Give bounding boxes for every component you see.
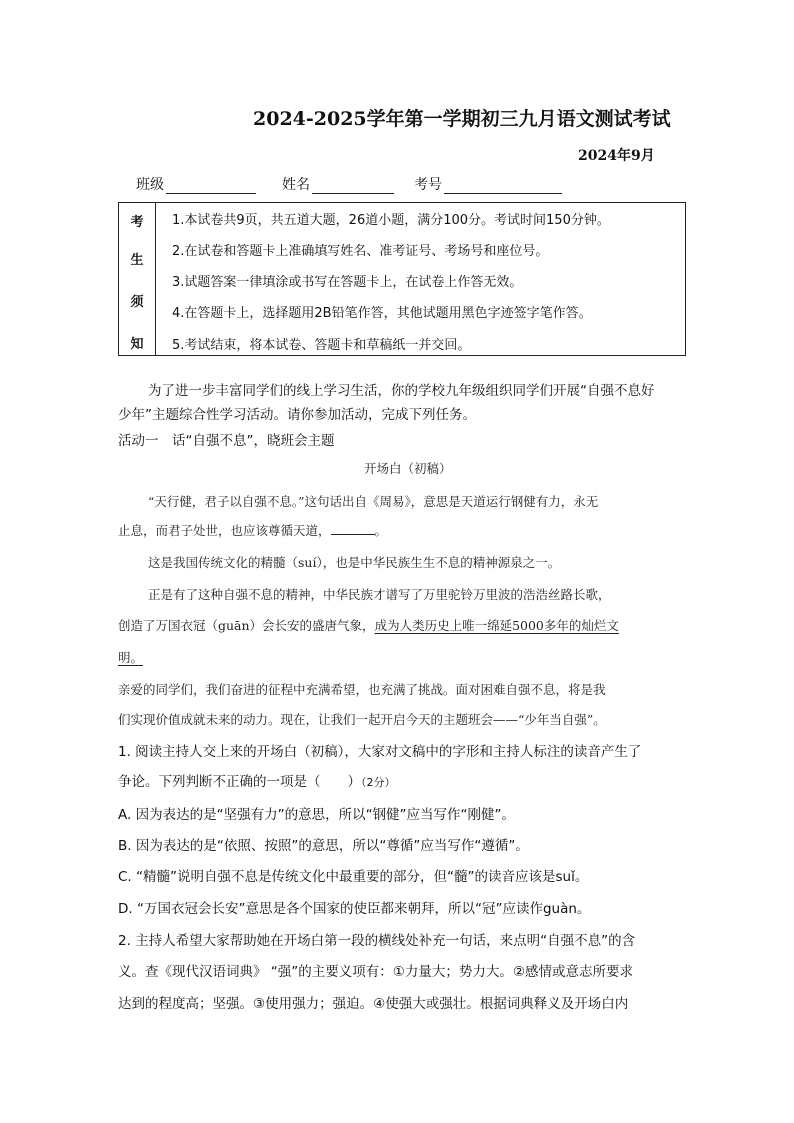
- underlined-sentence: 明。: [118, 650, 144, 665]
- question-stem: 达到的程度高；坚强。③使用强力；强迫。④使强大或强壮。根据词典释义及开场白内: [118, 996, 629, 1012]
- question-stem: 义。查《现代汉语词典》 “强”的主要义项有：①力量大；势力大。②感情或意志所要求: [118, 964, 633, 980]
- intro-line: 少年”主题综合性学习活动。请你参加活动，完成下列任务。: [118, 407, 476, 423]
- notice-side-char: 考: [130, 215, 144, 230]
- notice-rule: 4.在答题卡上，选择题用2B铅笔作答，其他试题用黑色字迹签字笔作答。: [172, 306, 592, 321]
- notice-rule: 3.试题答案一律填涂或书写在答题卡上，在试卷上作答无效。: [172, 275, 523, 290]
- notice-rule: 5.考试结束，将本试卷、答题卡和草稿纸一并交回。: [172, 338, 471, 353]
- option-a[interactable]: A. 因为表达的是“坚强有力”的意思，所以“钢健”应当写作“刚健”。: [118, 807, 516, 823]
- class-label: 班级: [136, 177, 164, 193]
- opening-text: 们实现价值成就未来的动力。现在，让我们一起开启今天的主题班会——“少年当自强”。: [118, 712, 606, 727]
- opening-text: 这是我国传统文化的精髓（suí），也是中华民族生生不息的精神源泉之一。: [148, 555, 561, 570]
- name-field: [282, 174, 394, 194]
- number-label: 考号: [414, 177, 442, 193]
- notice-rule: 2.在试卷和答题卡上准确填写姓名、准考证号、考场号和座位号。: [172, 244, 549, 259]
- exam-date: 2024年9月: [578, 148, 655, 164]
- number-blank[interactable]: [444, 179, 562, 194]
- activity-heading: 活动一 话“自强不息”，晓班会主题: [118, 433, 335, 449]
- opening-text: “天行健，君子以自强不息。”这句话出自《周易》，意思是天道运行钢健有力，永无: [148, 494, 599, 509]
- number-field: [414, 174, 562, 194]
- name-blank[interactable]: [312, 179, 394, 194]
- question-stem: 2. 主持人希望大家帮助她在开场白第一段的横线处补充一句话，来点明“自强不息”的含: [118, 933, 636, 949]
- notice-side-char: 知: [130, 337, 144, 352]
- question-stem: 1. 阅读主持人交上来的开场白（初稿），大家对文稿中的字形和主持人标注的读音产生了: [118, 744, 642, 760]
- notice-side-char: 须: [130, 295, 144, 310]
- option-b[interactable]: B. 因为表达的是“依照、按照”的意思，所以“尊循”应当写作“遵循”。: [118, 838, 529, 854]
- class-blank[interactable]: [166, 179, 256, 194]
- fill-blank[interactable]: [331, 522, 375, 535]
- notice-rule: 1.本试卷共9页，共五道大题，26道小题，满分100分。考试时间150分钟。: [172, 213, 610, 228]
- opening-text: 正是有了这种自强不息的精神，中华民族才谱写了万里驼铃万里波的浩浩丝路长歌，: [148, 587, 611, 602]
- class-field: [136, 174, 256, 194]
- intro-line: 为了进一步丰富同学们的线上学习生活，你的学校九年级组织同学们开展“自强不息好: [148, 383, 655, 399]
- underlined-sentence: 成为人类历史上唯一绵延5000多年的灿烂文: [374, 618, 619, 633]
- question-score: （2分）: [361, 776, 396, 789]
- option-c[interactable]: C. “精髓”说明自强不息是传统文化中最重要的部分，但“髓”的读音应该是suǐ。: [118, 869, 589, 885]
- exam-title: 2024-2025学年第一学期初三九月语文测试考试: [253, 108, 671, 130]
- notice-side-label: [119, 203, 156, 356]
- option-d[interactable]: D. “万国衣冠会长安”意思是各个国家的使臣都来朝拜，所以“冠”应读作guàn。: [118, 901, 591, 917]
- opening-text: 止息，而君子处世，也应该尊循天道， 。: [118, 523, 388, 538]
- notice-side-char: 生: [130, 253, 144, 268]
- opening-heading: 开场白（初稿）: [364, 461, 452, 476]
- name-label: 姓名: [282, 177, 310, 193]
- question-stem: 争论。下列判断不正确的一项是（ ）（2分）: [118, 774, 396, 790]
- opening-text: 创造了万国衣冠（guān）会长安的盛唐气象，成为人类历史上唯一绵延5000多年的灿烂文: [118, 618, 619, 633]
- opening-text: 亲爱的同学们，我们奋进的征程中充满希望，也充满了挑战。面对困难自强不息，将是我: [118, 682, 606, 697]
